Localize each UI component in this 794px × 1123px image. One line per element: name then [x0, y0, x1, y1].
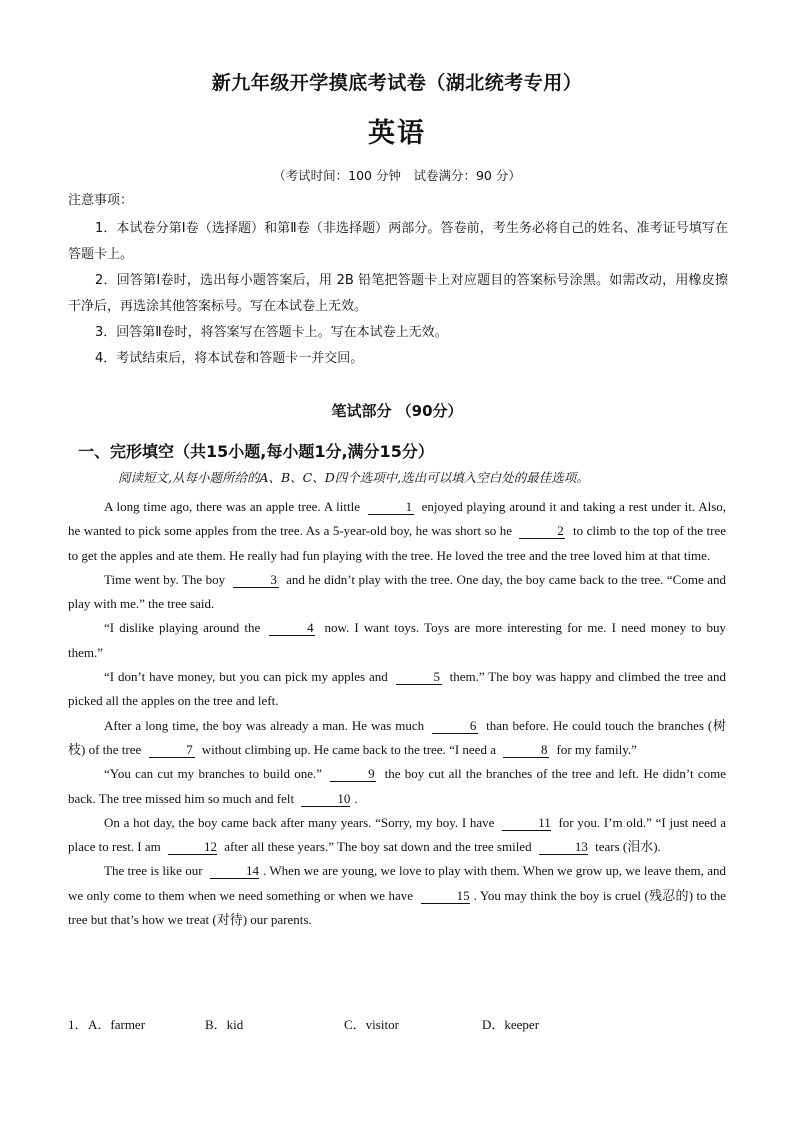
- part-instruction: 阅读短文,从每小题所给的A、B、C、D四个选项中,选出可以填入空白处的最佳选项。: [118, 470, 589, 485]
- passage-text: Time went by. The boy: [104, 571, 226, 587]
- subject-title: 英语: [368, 118, 426, 149]
- notice-item-2: 2．回答第Ⅰ卷时，选出每小题答案后，用 2B 铅笔把答题卡上对应题目的答案标号涂黑。如需改动，用橡皮擦干净后，再选涂其他答案标号。写在本试卷上无效。: [68, 273, 728, 314]
- passage-paragraph-1: [68, 495, 726, 568]
- passage-text: and he didn’t play with the tree. One day, the boy came back to the tree. “Come and play with me.” the tree said.: [68, 571, 727, 612]
- notice-title: 注意事项：: [68, 193, 134, 208]
- exam-meta: （考试时间：100 分钟 试卷满分：90 分）: [273, 168, 521, 183]
- blank-2: 2: [519, 524, 565, 539]
- cloze-passage: [68, 495, 726, 932]
- option-c[interactable]: C．visitor: [344, 1017, 399, 1032]
- passage-text: .: [354, 790, 358, 806]
- passage-text: “I dislike playing around the: [104, 620, 261, 636]
- option-d[interactable]: D．keeper: [482, 1017, 540, 1032]
- passage-text: for my family.”: [556, 741, 637, 757]
- passage-text: than before. He could touch the branches (树枝) of the tree: [68, 717, 726, 757]
- passage-text: . When we are young, we love to play with them. When we grow up, we leave them, and we only come to them when we need something or when we have: [68, 863, 727, 903]
- blank-9: 9: [330, 767, 376, 782]
- passage-text: enjoyed playing around it and taking a rest under it. Also, he wanted to pick some apples from the tree. As a 5-year-old boy, he was short so he: [68, 499, 727, 539]
- question-number: 1．: [68, 1017, 88, 1032]
- blank-4: 4: [269, 621, 315, 636]
- exam-title: 新九年级开学摸底考试卷（湖北统考专用）: [211, 72, 583, 94]
- passage-paragraph-7: [68, 811, 726, 860]
- notice-item-4: 4．考试结束后，将本试卷和答题卡一并交回。: [95, 351, 364, 366]
- section-title: 笔试部分 （90分）: [331, 402, 463, 420]
- passage-paragraph-4: [68, 665, 726, 714]
- option-a[interactable]: A．farmer: [88, 1017, 146, 1032]
- passage-text: . You may think the boy is cruel (残忍的) to the tree but that’s how we treat (对待) our parents.: [68, 887, 727, 928]
- blank-5: 5: [396, 670, 442, 685]
- blank-14: 14: [210, 864, 259, 879]
- notice-item-1: 1．本试卷分第Ⅰ卷（选择题）和第Ⅱ卷（非选择题）两部分。答卷前，考生务必将自己的姓名、准考证号填写在答题卡上。: [68, 221, 728, 262]
- passage-text: for you. I’m old.” “I just need a place to rest. I am: [68, 814, 727, 855]
- passage-paragraph-5: [68, 714, 726, 763]
- blank-10: 10: [301, 792, 350, 807]
- passage-paragraph-3: [68, 616, 726, 665]
- blank-12: 12: [168, 840, 217, 855]
- blank-15: 15: [421, 889, 470, 904]
- passage-text: A long time ago, there was an apple tree. A little: [104, 499, 361, 514]
- passage-text: “You can cut my branches to build one.”: [104, 766, 323, 782]
- passage-text: After a long time, the boy was already a man. He was much: [104, 717, 425, 733]
- notice-item-3: 3．回答第Ⅱ卷时，将答案写在答题卡上。写在本试卷上无效。: [95, 325, 448, 340]
- blank-7: 7: [149, 743, 195, 758]
- blank-3: 3: [233, 573, 279, 588]
- blank-11: 11: [502, 816, 551, 831]
- blank-6: 6: [432, 719, 478, 734]
- option-b[interactable]: B．kid: [205, 1017, 244, 1032]
- passage-text: to climb to the top of the tree to get the apples and ate them. He really had fun playing with the tree. He loved the tree and the tree loved him at that time.: [68, 523, 727, 563]
- passage-paragraph-2: [68, 568, 726, 617]
- passage-text: “I don’t have money, but you can pick my apples and: [104, 669, 388, 685]
- passage-text: after all these years.” The boy sat down and the tree smiled: [224, 839, 532, 855]
- blank-1: 1: [368, 500, 414, 515]
- passage-text: the boy cut all the branches of the tree and left. He didn’t come back. The tree missed him so much and felt: [68, 766, 727, 806]
- notice-list: [68, 216, 728, 372]
- passage-text: tears (泪水).: [595, 839, 661, 855]
- blank-13: 13: [539, 840, 588, 855]
- passage-text: them.” The boy was happy and climbed the tree and picked all the apples on the tree and left.: [68, 669, 726, 709]
- passage-text: without climbing up. He came back to the tree. “I need a: [201, 741, 496, 757]
- passage-text: On a hot day, the boy came back after many years. “Sorry, my boy. I have: [104, 814, 495, 830]
- passage-text: now. I want toys. Toys are more interesting for me. I need money to buy them.”: [68, 620, 726, 660]
- passage-paragraph-8: [68, 859, 726, 932]
- blank-8: 8: [503, 743, 549, 758]
- part-heading: 一、完形填空（共15小题,每小题1分,满分15分）: [78, 442, 434, 461]
- passage-text: The tree is like our: [104, 863, 203, 879]
- passage-paragraph-6: [68, 762, 726, 811]
